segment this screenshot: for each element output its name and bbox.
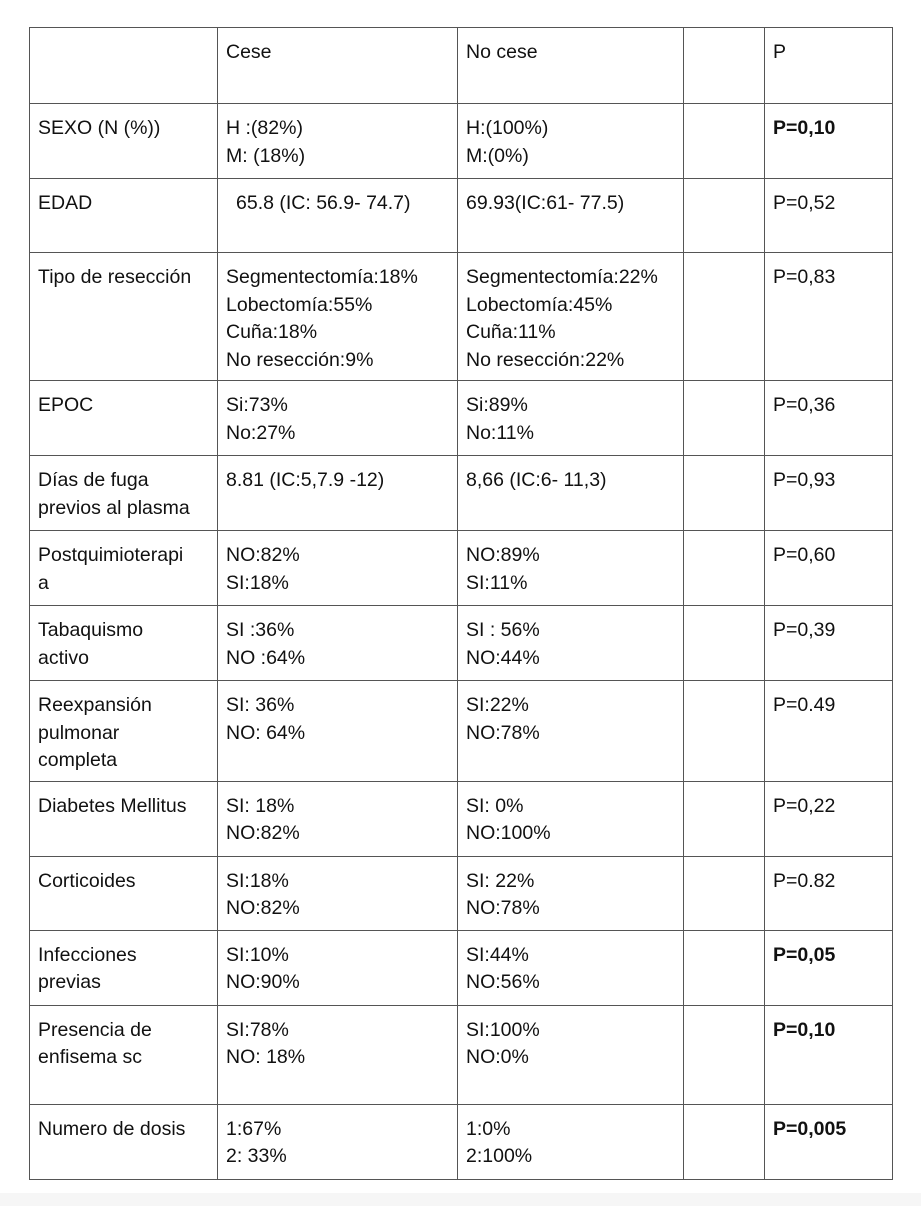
empty-cell — [684, 781, 765, 856]
no-cese-value-cell: 69.93(IC:61- 77.5) — [458, 179, 684, 253]
no-cese-value-cell: SI:22% NO:78% — [458, 681, 684, 782]
empty-cell — [684, 253, 765, 381]
cese-value-cell: Segmentectomía:18% Lobectomía:55% Cuña:18% No resección:9% — [218, 253, 458, 381]
p-value-cell: P=0.49 — [765, 681, 893, 782]
cese-value-cell: 65.8 (IC: 56.9- 74.7) — [218, 179, 458, 253]
cese-value-cell: SI:10% NO:90% — [218, 930, 458, 1005]
cese-value-cell: SI:18% NO:82% — [218, 856, 458, 930]
empty-cell — [684, 1005, 765, 1104]
variable-cell: Presencia de enfisema sc — [30, 1005, 218, 1104]
table-row — [30, 531, 893, 606]
cese-value-cell: SI: 18% NO:82% — [218, 781, 458, 856]
p-value-cell: P=0.82 — [765, 856, 893, 930]
p-value-cell: P=0,10 — [765, 1005, 893, 1104]
variable-cell: Corticoides — [30, 856, 218, 930]
table-row — [30, 381, 893, 456]
empty-cell — [684, 381, 765, 456]
p-value-cell: P=0,83 — [765, 253, 893, 381]
no-cese-value-cell: SI: 22% NO:78% — [458, 856, 684, 930]
empty-cell — [684, 681, 765, 782]
no-cese-value-cell: SI:44% NO:56% — [458, 930, 684, 1005]
no-cese-value-cell: SI: 0% NO:100% — [458, 781, 684, 856]
table-row — [30, 781, 893, 856]
variable-cell: Diabetes Mellitus — [30, 781, 218, 856]
table-row — [30, 606, 893, 681]
table-row — [30, 930, 893, 1005]
p-value-cell: P=0,52 — [765, 179, 893, 253]
no-cese-value-cell: Segmentectomía:22% Lobectomía:45% Cuña:11% No resección:22% — [458, 253, 684, 381]
results-table — [29, 27, 893, 1180]
variable-cell: Postquimioterapi a — [30, 531, 218, 606]
p-value-cell: P=0,05 — [765, 930, 893, 1005]
table-row — [30, 104, 893, 179]
empty-cell — [684, 606, 765, 681]
empty-cell — [684, 104, 765, 179]
no-cese-value-cell: H:(100%) M:(0%) — [458, 104, 684, 179]
no-cese-value-cell: NO:89% SI:11% — [458, 531, 684, 606]
cese-value-cell: SI: 36% NO: 64% — [218, 681, 458, 782]
cese-value-cell: 1:67% 2: 33% — [218, 1104, 458, 1179]
table-row — [30, 681, 893, 782]
header-row — [30, 28, 893, 104]
no-cese-value-cell: SI:100% NO:0% — [458, 1005, 684, 1104]
cese-value-cell: NO:82% SI:18% — [218, 531, 458, 606]
no-cese-value-cell: SI : 56% NO:44% — [458, 606, 684, 681]
empty-cell — [684, 179, 765, 253]
cese-value-cell: Si:73% No:27% — [218, 381, 458, 456]
header-label-cell — [30, 28, 218, 104]
variable-cell: Tabaquismo activo — [30, 606, 218, 681]
no-cese-value-cell: 1:0% 2:100% — [458, 1104, 684, 1179]
table-row — [30, 1005, 893, 1104]
cese-value-cell: SI :36% NO :64% — [218, 606, 458, 681]
variable-cell: EDAD — [30, 179, 218, 253]
p-value-cell: P=0,60 — [765, 531, 893, 606]
table-row — [30, 856, 893, 930]
header-empty-cell — [684, 28, 765, 104]
p-value-cell: P=0,39 — [765, 606, 893, 681]
variable-cell: Tipo de resección — [30, 253, 218, 381]
table-row — [30, 456, 893, 531]
p-value-cell: P=0,22 — [765, 781, 893, 856]
no-cese-value-cell: 8,66 (IC:6- 11,3) — [458, 456, 684, 531]
empty-cell — [684, 456, 765, 531]
no-cese-value-cell: Si:89% No:11% — [458, 381, 684, 456]
cese-value-cell: H :(82%) M: (18%) — [218, 104, 458, 179]
variable-cell: Numero de dosis — [30, 1104, 218, 1179]
cese-value-cell: SI:78% NO: 18% — [218, 1005, 458, 1104]
header-cese-cell: Cese — [218, 28, 458, 104]
variable-cell: SEXO (N (%)) — [30, 104, 218, 179]
header-no-cese-cell: No cese — [458, 28, 684, 104]
p-value-cell: P=0,10 — [765, 104, 893, 179]
variable-cell: Reexpansión pulmonar completa — [30, 681, 218, 782]
header-p-cell: P — [765, 28, 893, 104]
table-row — [30, 1104, 893, 1179]
empty-cell — [684, 930, 765, 1005]
results-table-body — [30, 28, 893, 1180]
variable-cell: EPOC — [30, 381, 218, 456]
table-row — [30, 253, 893, 381]
variable-cell: Infecciones previas — [30, 930, 218, 1005]
empty-cell — [684, 531, 765, 606]
p-value-cell: P=0,005 — [765, 1104, 893, 1179]
empty-cell — [684, 856, 765, 930]
p-value-cell: P=0,93 — [765, 456, 893, 531]
p-value-cell: P=0,36 — [765, 381, 893, 456]
cese-value-cell: 8.81 (IC:5,7.9 -12) — [218, 456, 458, 531]
variable-cell: Días de fuga previos al plasma — [30, 456, 218, 531]
table-row — [30, 179, 893, 253]
empty-cell — [684, 1104, 765, 1179]
